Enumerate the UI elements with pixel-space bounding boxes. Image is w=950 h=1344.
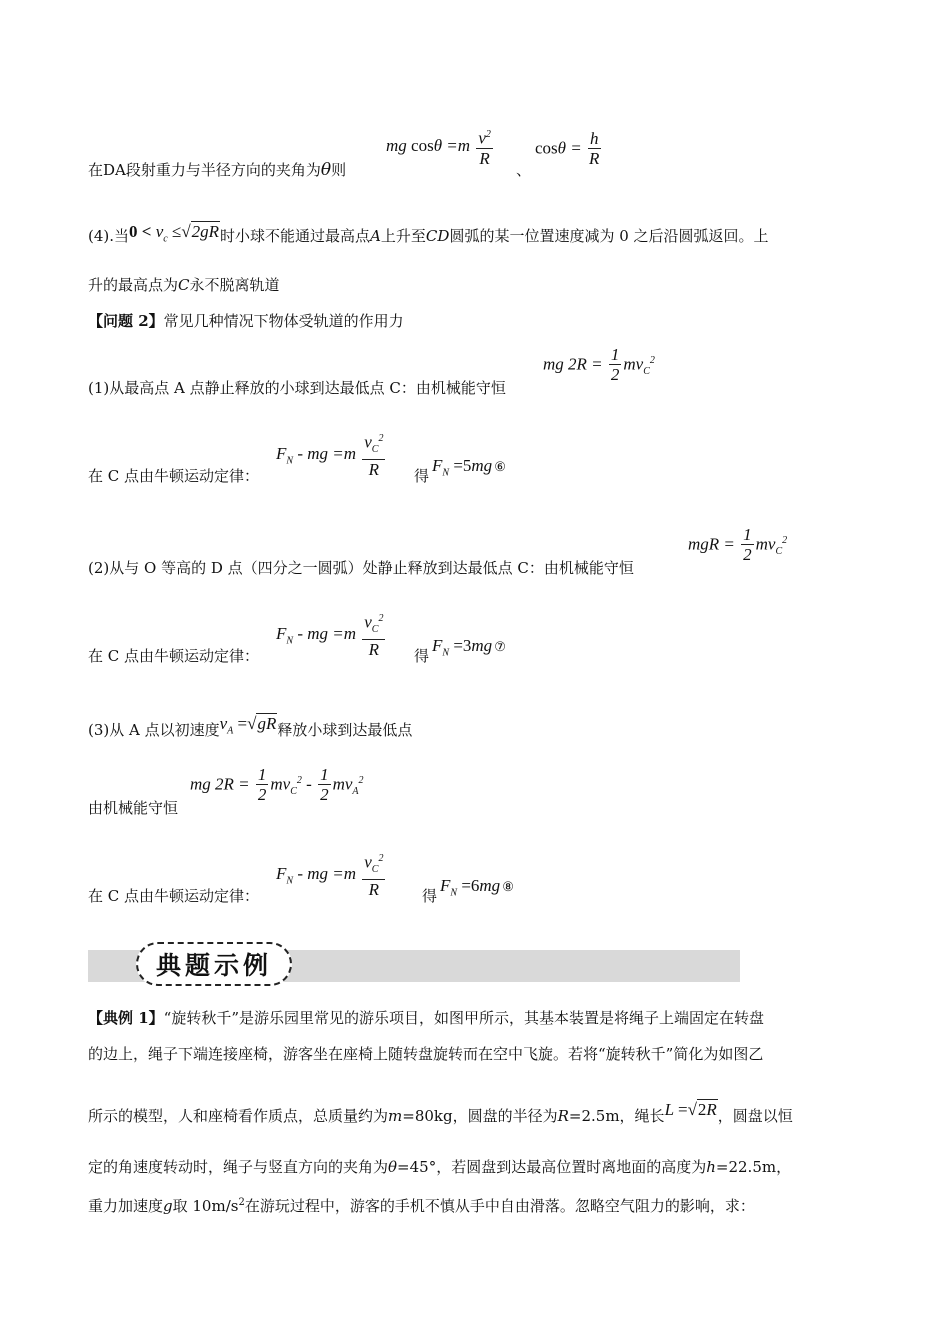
theta-symbol: θ	[320, 160, 332, 180]
energy3-line: 由机械能守恒	[88, 799, 179, 817]
formula-condition: $0 < v_c \le√2gR$	[129, 222, 220, 245]
circ6: ⑥	[494, 459, 506, 474]
p3a: (3)从 A 点以初速度	[88, 721, 220, 739]
formula-result1: $F_N =5mg$ ⑥	[432, 456, 506, 479]
example-tag: 【典例 1】	[88, 1009, 164, 1027]
newton1-line: 在 C 点由牛顿运动定律：	[88, 467, 260, 485]
example-l3a: 所示的模型，人和座椅看作质点，总质量约为	[88, 1107, 389, 1125]
case4-e: 升的最高点为	[88, 276, 179, 294]
formula-rope: L =√2R	[664, 1100, 717, 1119]
newton2-line: 在 C 点由牛顿运动定律：	[88, 647, 260, 665]
de3: 得	[422, 887, 438, 905]
case4-d: 圆弧的某一位置速度减为 0 之后沿圆弧返回。上	[449, 227, 769, 245]
example-l5a: 重力加速度	[88, 1197, 164, 1215]
formula-energy3: mg 2R = $\frac{1}{2}$ $mv_C^2$ - $\frac{1}{2}$ $mv_A^2$	[190, 765, 364, 804]
da-angle-text: 在DA段射重力与半径方向的夹角为	[88, 161, 321, 179]
formula-newton1: $F_N$ - mg =m $\frac{v_C^2}{R}$	[276, 430, 387, 480]
sym-m: m	[388, 1107, 403, 1125]
example-l1: “旋转秋千”是游乐园里常见的游乐项目，如图甲所示，其基本装置是将绳子上端固定在转盘	[163, 1009, 765, 1027]
example-line2: 的边上，绳子下端连接座椅，游客坐在座椅上随转盘旋转而在空中飞旋。若将“旋转秋千”简化为如图乙	[88, 1045, 764, 1063]
case4-line	[88, 222, 769, 253]
sym-theta: θ	[388, 1158, 398, 1176]
case4-a: (4).当	[88, 227, 130, 245]
sym-A: A	[370, 227, 381, 245]
p2-line: (2)从与 O 等高的 D 点（四分之一圆弧）处静止释放到达最低点 C：由机械能守恒	[88, 559, 634, 577]
formula-newton3: $F_N$ - mg =m $\frac{v_C^2}{R}$	[276, 850, 387, 900]
circ8: ⑧	[502, 879, 514, 894]
formula-newton2: $F_N$ - mg =m $\frac{v_C^2}{R}$	[276, 610, 387, 660]
formula-va: $v_A =√gR$	[219, 714, 277, 737]
p1-line: (1)从最高点 A 点静止释放的小球到达最低点 C：由机械能守恒	[88, 379, 506, 397]
problem2-text: 常见几种情况下物体受轨道的作用力	[163, 312, 404, 330]
da-angle-line	[88, 160, 346, 180]
example-l4b: =45°，若圆盘到达最高位置时离地面的高度为	[397, 1158, 707, 1176]
example-line5	[88, 1193, 755, 1216]
de2: 得	[414, 647, 430, 665]
sym-R: R	[557, 1107, 569, 1125]
formula-mgcos: mg cosθ =m $\frac{v^2}{R}$	[386, 126, 495, 169]
example-l4c: =22.5m，	[715, 1158, 792, 1176]
formula-result2: $F_N =3mg$ ⑦	[432, 636, 506, 659]
problem2-tag: 【问题 2】	[88, 312, 164, 330]
example-l3b: =80kg，圆盘的半径为	[402, 1107, 558, 1125]
example-line4	[88, 1157, 791, 1177]
section-banner-title: 典题示例	[136, 942, 292, 986]
formula-energy2: mgR = $\frac{1}{2}$ $mv_C^2$	[688, 525, 788, 564]
case4-line2	[88, 275, 280, 295]
da-separator: 、	[516, 161, 532, 179]
case4-c: 上升至	[380, 227, 426, 245]
case4-f: 永不脱离轨道	[189, 276, 280, 294]
example-line1	[88, 1008, 764, 1028]
example-l5b: 取 10m/s	[172, 1197, 239, 1215]
formula-cos-ratio: cosθ = $\frac{h}{R}$	[535, 129, 600, 168]
problem2-heading	[88, 311, 404, 331]
p3b: 释放小球到达最低点	[277, 721, 413, 739]
example-l3d: ，圆盘以恒	[717, 1107, 793, 1125]
formula-result3: $F_N =6mg$ ⑧	[440, 876, 514, 899]
newton3-line: 在 C 点由牛顿运动定律：	[88, 887, 260, 905]
sqrt-two: 2	[697, 1100, 707, 1119]
sym-CD: CD	[425, 227, 450, 245]
de1: 得	[414, 467, 430, 485]
formula-energy1: mg 2R = $\frac{1}{2}$ $mv_C^2$	[543, 345, 655, 384]
circ7: ⑦	[494, 639, 506, 654]
sym-h: h	[706, 1158, 716, 1176]
example-l4a: 定的角速度转动时，绳子与竖直方向的夹角为	[88, 1158, 389, 1176]
example-l3c: =2.5m，绳长	[568, 1107, 665, 1125]
da-then-text: 则	[331, 161, 347, 179]
sym-g: g	[163, 1197, 173, 1215]
superscript-two: 2	[238, 1197, 245, 1208]
case4-b: 时小球不能通过最高点	[220, 227, 371, 245]
example-l5c: 在游玩过程中，游客的手机不慎从手中自由滑落。忽略空气阻力的影响，求：	[244, 1197, 755, 1215]
example-line3	[88, 1100, 793, 1126]
sym-C: C	[178, 276, 190, 294]
p3-line	[88, 714, 413, 747]
